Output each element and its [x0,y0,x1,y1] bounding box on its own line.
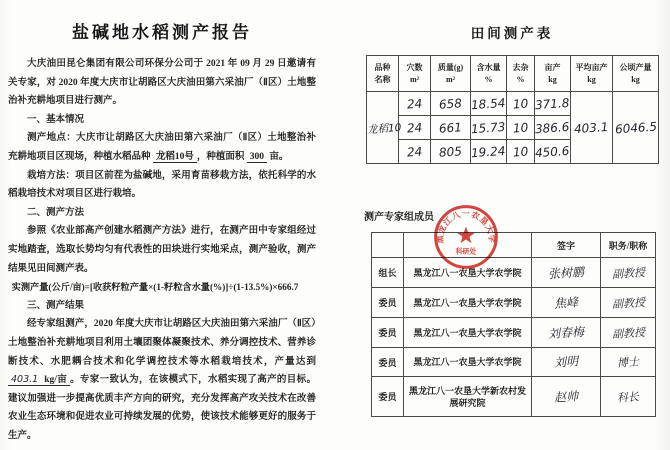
expert-org: 黑龙江八一农垦大学新农村发展研究院 [404,377,532,417]
field-yield-table [366,55,659,164]
holes-cell: 24 [399,92,431,116]
expert-title: 科长 [601,377,656,417]
avg-yield-cell: 403.1 [571,92,613,164]
result-text-after: 。专家一致认为，在该模式下，水稻实现了高产的目标。建议加强进一步提高优质丰产方向的研究，充分发挥高产攻关技术在改善农业生态环境和促进农业可持续发展的优势，使该技术能够更好的服务于生产。 [8,375,316,441]
impurity-cell: 10 [507,116,535,140]
expert-signature: 赵帅 [532,377,601,417]
variety-value: 龙稻10号 [153,152,197,163]
area-unit: 亩。 [269,151,289,162]
expert-title: 博士 [601,348,656,377]
holes-cell: 24 [399,116,431,140]
expert-role: 委员 [372,377,404,417]
col-header-avg-yield: 平均亩产 kg [571,56,613,92]
experts-group-label: 测产专家组成员 [364,212,434,223]
section-heading-basic-info: 一、基本情况 [27,114,85,125]
expert-title: 副教授 [601,288,656,318]
col-header-variety: 品种 名称 [367,56,399,92]
expert-role: 委员 [372,318,404,348]
section-heading-method: 二、测产方法 [27,207,85,218]
expert-signature: 张树鹏 [532,258,601,288]
mu-yield-cell: 450.6 [535,140,571,164]
col-header-moisture: 含水量 % [471,56,507,92]
expert-signature: 焦峰 [532,288,601,318]
org-header-cell [404,233,532,258]
holes-cell: 24 [399,140,431,164]
expert-title: 副教授 [601,258,656,288]
mu-yield-cell: 371.8 [535,92,571,116]
expert-org: 黑龙江八一农垦大学农学院 [404,318,532,348]
expert-row [372,348,656,377]
result-yield-handwritten: 403.1 [8,374,41,386]
experts-header-row [372,233,656,258]
area-value: 300 [247,152,267,163]
seal-inner-text: 科研处 [455,248,477,256]
col-header-hectare-yield: 公顷产量 kg [613,56,659,92]
expert-row [372,377,656,417]
measurement-page [338,4,668,417]
area-label: ，种植面积 [196,151,245,162]
role-header-cell [372,233,404,258]
impurity-cell: 10 [507,92,535,116]
expert-role: 委员 [372,288,404,318]
expert-row [372,318,656,348]
expert-row [372,288,656,318]
location-text: 测产地点：大庆市让胡路区大庆油田第六采油厂（Ⅱ区）土地整治补充耕地项目区现场，种植水稻品种 [8,133,316,162]
field-table-title: 田间测产表 [470,26,554,41]
moisture-cell: 18.54 [471,92,507,116]
result-paragraph [8,315,316,445]
method-paragraph: 参照《农业部高产创建水稻测产方法》进行，在测产田中专家组经过实地踏查，选取长势均匀有代表性的田块进行实地采点，测产验收，测产结果见田间测产表。 [8,226,316,274]
result-text-before: 经专家组测产，2020 年度大庆市让胡路区大庆油田第六采油厂（Ⅱ区）土地整治补充耕地项目利用土壤团聚体凝聚技术、养分调控技术、营养诊断技术、水肥耦合技术和化学调控技术等水稻栽培技术，产量达到 [8,319,316,367]
cultivation-paragraph: 栽培方法：项目区前茬为盐碱地，采用育苗移栽方法，依托科学的水稻栽培技术对项目区进行栽培。 [8,170,316,200]
mass-cell: 658 [431,92,471,116]
yield-data-row [367,92,659,116]
variety-cell: 龙稻10 [367,92,399,164]
mass-cell: 805 [431,140,471,164]
result-yield-unit: kg/亩 [41,375,70,386]
report-title: 盐碱地水稻测产报告 [72,23,252,42]
impurity-cell: 10 [507,140,535,164]
col-header-mu-yield: 亩产 kg [535,56,571,92]
expert-role: 委员 [372,348,404,377]
signature-header-cell: 签字 [532,233,601,258]
yield-formula: 实测产量(公斤/亩)=[收获籽粒产量×(1-籽粒含水量(%)]÷(1-13.5%)×666.7 [11,282,299,293]
col-header-impurity: 去杂 % [507,56,535,92]
mass-cell: 661 [431,116,471,140]
intro-paragraph: 大庆油田昆仑集团有限公司环保分公司于 2021 年 09 月 29 日邀请有关专家，对 2020 年度大庆市让胡路区大庆油田第六采油厂（Ⅱ区）土地整治补充耕地项目进行测产。 [8,59,316,107]
mu-yield-cell: 386.6 [535,116,571,140]
expert-org: 黑龙江八一农垦大学农学院 [404,258,532,288]
section-heading-result: 三、测产结果 [27,300,85,311]
experts-table [371,232,656,417]
moisture-cell: 15.73 [471,116,507,140]
expert-title: 副教授 [601,318,656,348]
expert-signature: 刘春梅 [532,318,601,348]
expert-org: 黑龙江八一农垦大学农学院 [404,348,532,377]
expert-role: 组长 [372,258,404,288]
expert-row [372,258,656,288]
hectare-yield-cell: 6046.5 [613,92,659,164]
report-page [8,4,316,445]
yield-header-row [367,56,659,92]
expert-org: 黑龙江八一农垦大学农学院 [404,288,532,318]
col-header-holes: 穴数 m² [399,56,431,92]
title-header-cell: 职务/职称 [601,233,656,258]
col-header-mass: 质量(g) m² [431,56,471,92]
moisture-cell: 19.24 [471,140,507,164]
expert-signature: 刘明 [532,348,601,377]
seal-arc-text: 黑龙江八一农垦大学 [435,209,497,244]
location-paragraph [8,129,316,166]
